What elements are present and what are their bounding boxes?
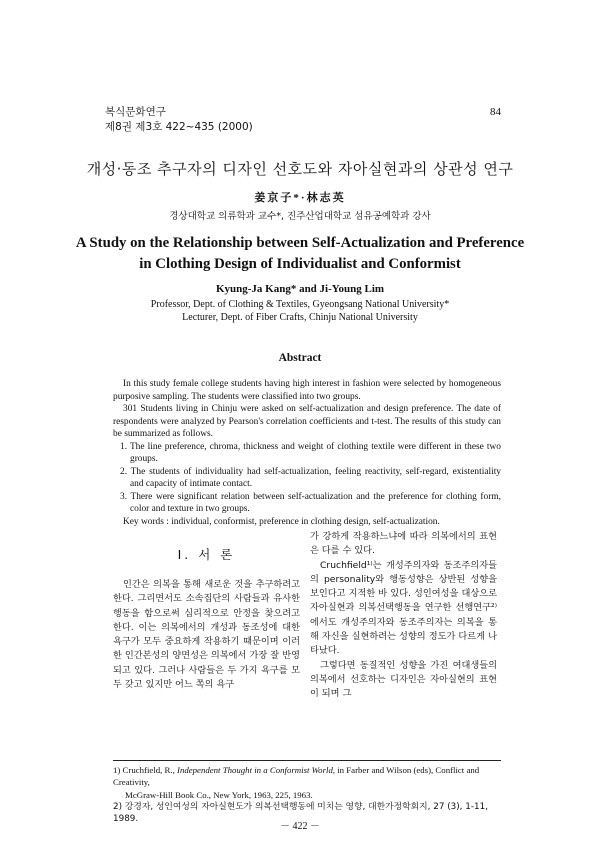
abstract-item-3: 3. There were significant relation between self-actualization and the preference for clothing form, color and texture in two groups. — [120, 491, 501, 514]
affiliations-english — [0, 298, 600, 324]
title-english-line2: in Clothing Design of Individualist and Conformist — [139, 256, 461, 272]
affiliation-english-1: Professor, Dept. of Clothing & Textiles, Gyeongsang National University* — [150, 299, 450, 310]
title-english — [0, 233, 600, 275]
footnote-1-source: , in Farber and Wilson (eds), Conflict and Creativity, — [113, 765, 480, 788]
footer-page-number: － 422 － — [280, 821, 320, 832]
body-right-paragraph-3: 그렇다면 동질적인 성향을 가진 여대생들의 의복에서 선호하는 디자인은 자아실현의 표현이 되며 그 — [310, 659, 497, 700]
abstract-item-2: 2. The students of individuality had self-actualization, feeling reactivity, self-regard, existentiality and capacity of intimate contact. — [120, 466, 501, 489]
affiliation-english-2: Lecturer, Dept. of Fiber Crafts, Chinju National University — [182, 312, 418, 323]
abstract-heading: Abstract — [278, 352, 322, 364]
footnote-1-authors: 1) Cruchfield, R., — [113, 765, 178, 775]
body-right-paragraph-2: Cruchfield¹⁾는 개성주의자와 동조주의자들의 personality와 행동성향은 상반된 성향을 보인다고 지적한 바 있다. 성인여성을 대상으로 자아실현과 의복선택행동을 연구한 선행연구²⁾에서도 개성주의자와 동조주의자는 의복을 통해 자신을 실현하려는 성향의 정도가 다르게 나타났다. — [310, 559, 497, 657]
footnote-2: 2) 강경자, 성인여성의 자아실현도가 의복선택행동에 미치는 영향, 대한가정학회지, 27 (3), 1-11, 1989. — [113, 801, 489, 825]
footnote-1-publisher: McGraw-Hill Book Co., New York, 1963, 225, 1963. — [125, 789, 313, 800]
authors-korean: 姜京子*·林志英 — [254, 192, 346, 204]
body-right-continuation: 가 강하게 작용하느냐에 따라 의복에서의 표현은 다를 수 있다. — [310, 531, 497, 557]
abstract-keywords: Key words : individual, conformist, preference in clothing design, self-actualization. — [123, 516, 440, 527]
top-page-number: 84 — [490, 106, 501, 118]
authors-english: Kyung-Ja Kang* and Ji-Young Lim — [215, 283, 385, 295]
journal-volume: 제8권 제3호 422~435 (2000) — [105, 121, 253, 133]
abstract-paragraph-2: 301 Students living in Chinju were asked on self-actualization and design preference. The date of respondents were analyzed by Pearson's correlation coefficients and t-test. The results of this study can be summarized as follows. — [113, 404, 501, 439]
footnote-1 — [113, 764, 503, 789]
title-english-line1: A Study on the Relationship between Self-Actualization and Preference — [75, 235, 525, 251]
body-left-paragraph: 인간은 의복을 통해 새로운 것을 추구하려고 한다. 그리면서도 소속집단의 사람들과 유사한 행동을 함으로써 심리적으로 안정을 찾으려고 한다. 이는 의복에서의 개성과 동조성에 대한 욕구가 모두 중요하게 작용하기 때문이며 이러한 인간본성의 양면성은 의복에서 가장 잘 반영되고 있다. 그러나 사람들은 두 가지 욕구를 모두 갖고 있지만 어느 쪽의 욕구 — [113, 579, 300, 691]
abstract-paragraph-1: In this study female college students having high interest in fashion were selected by homogeneous purposive sampling. The students were classified into two groups. — [113, 379, 501, 402]
body-column-left — [113, 578, 300, 692]
abstract-item-1: 1. The line preference, chroma, thickness and weight of clothing textile were different in these two groups. — [120, 441, 501, 464]
affiliation-korean: 경상대학교 의류학과 교수*, 진주산업대학교 섬유공예학과 강사 — [169, 211, 431, 222]
footnote-1-book-title: Independent Thought in a Conformist World — [177, 765, 333, 775]
journal-name: 복식문화연구 — [105, 106, 166, 118]
section-heading: Ⅰ. 서 론 — [177, 547, 236, 562]
abstract-body — [113, 378, 501, 528]
title-korean: 개성·동조 추구자의 디자인 선호도와 자아실현과의 상관성 연구 — [86, 160, 514, 178]
body-column-right — [310, 530, 497, 702]
journal-info — [105, 105, 253, 135]
footnote-rule — [113, 760, 501, 761]
